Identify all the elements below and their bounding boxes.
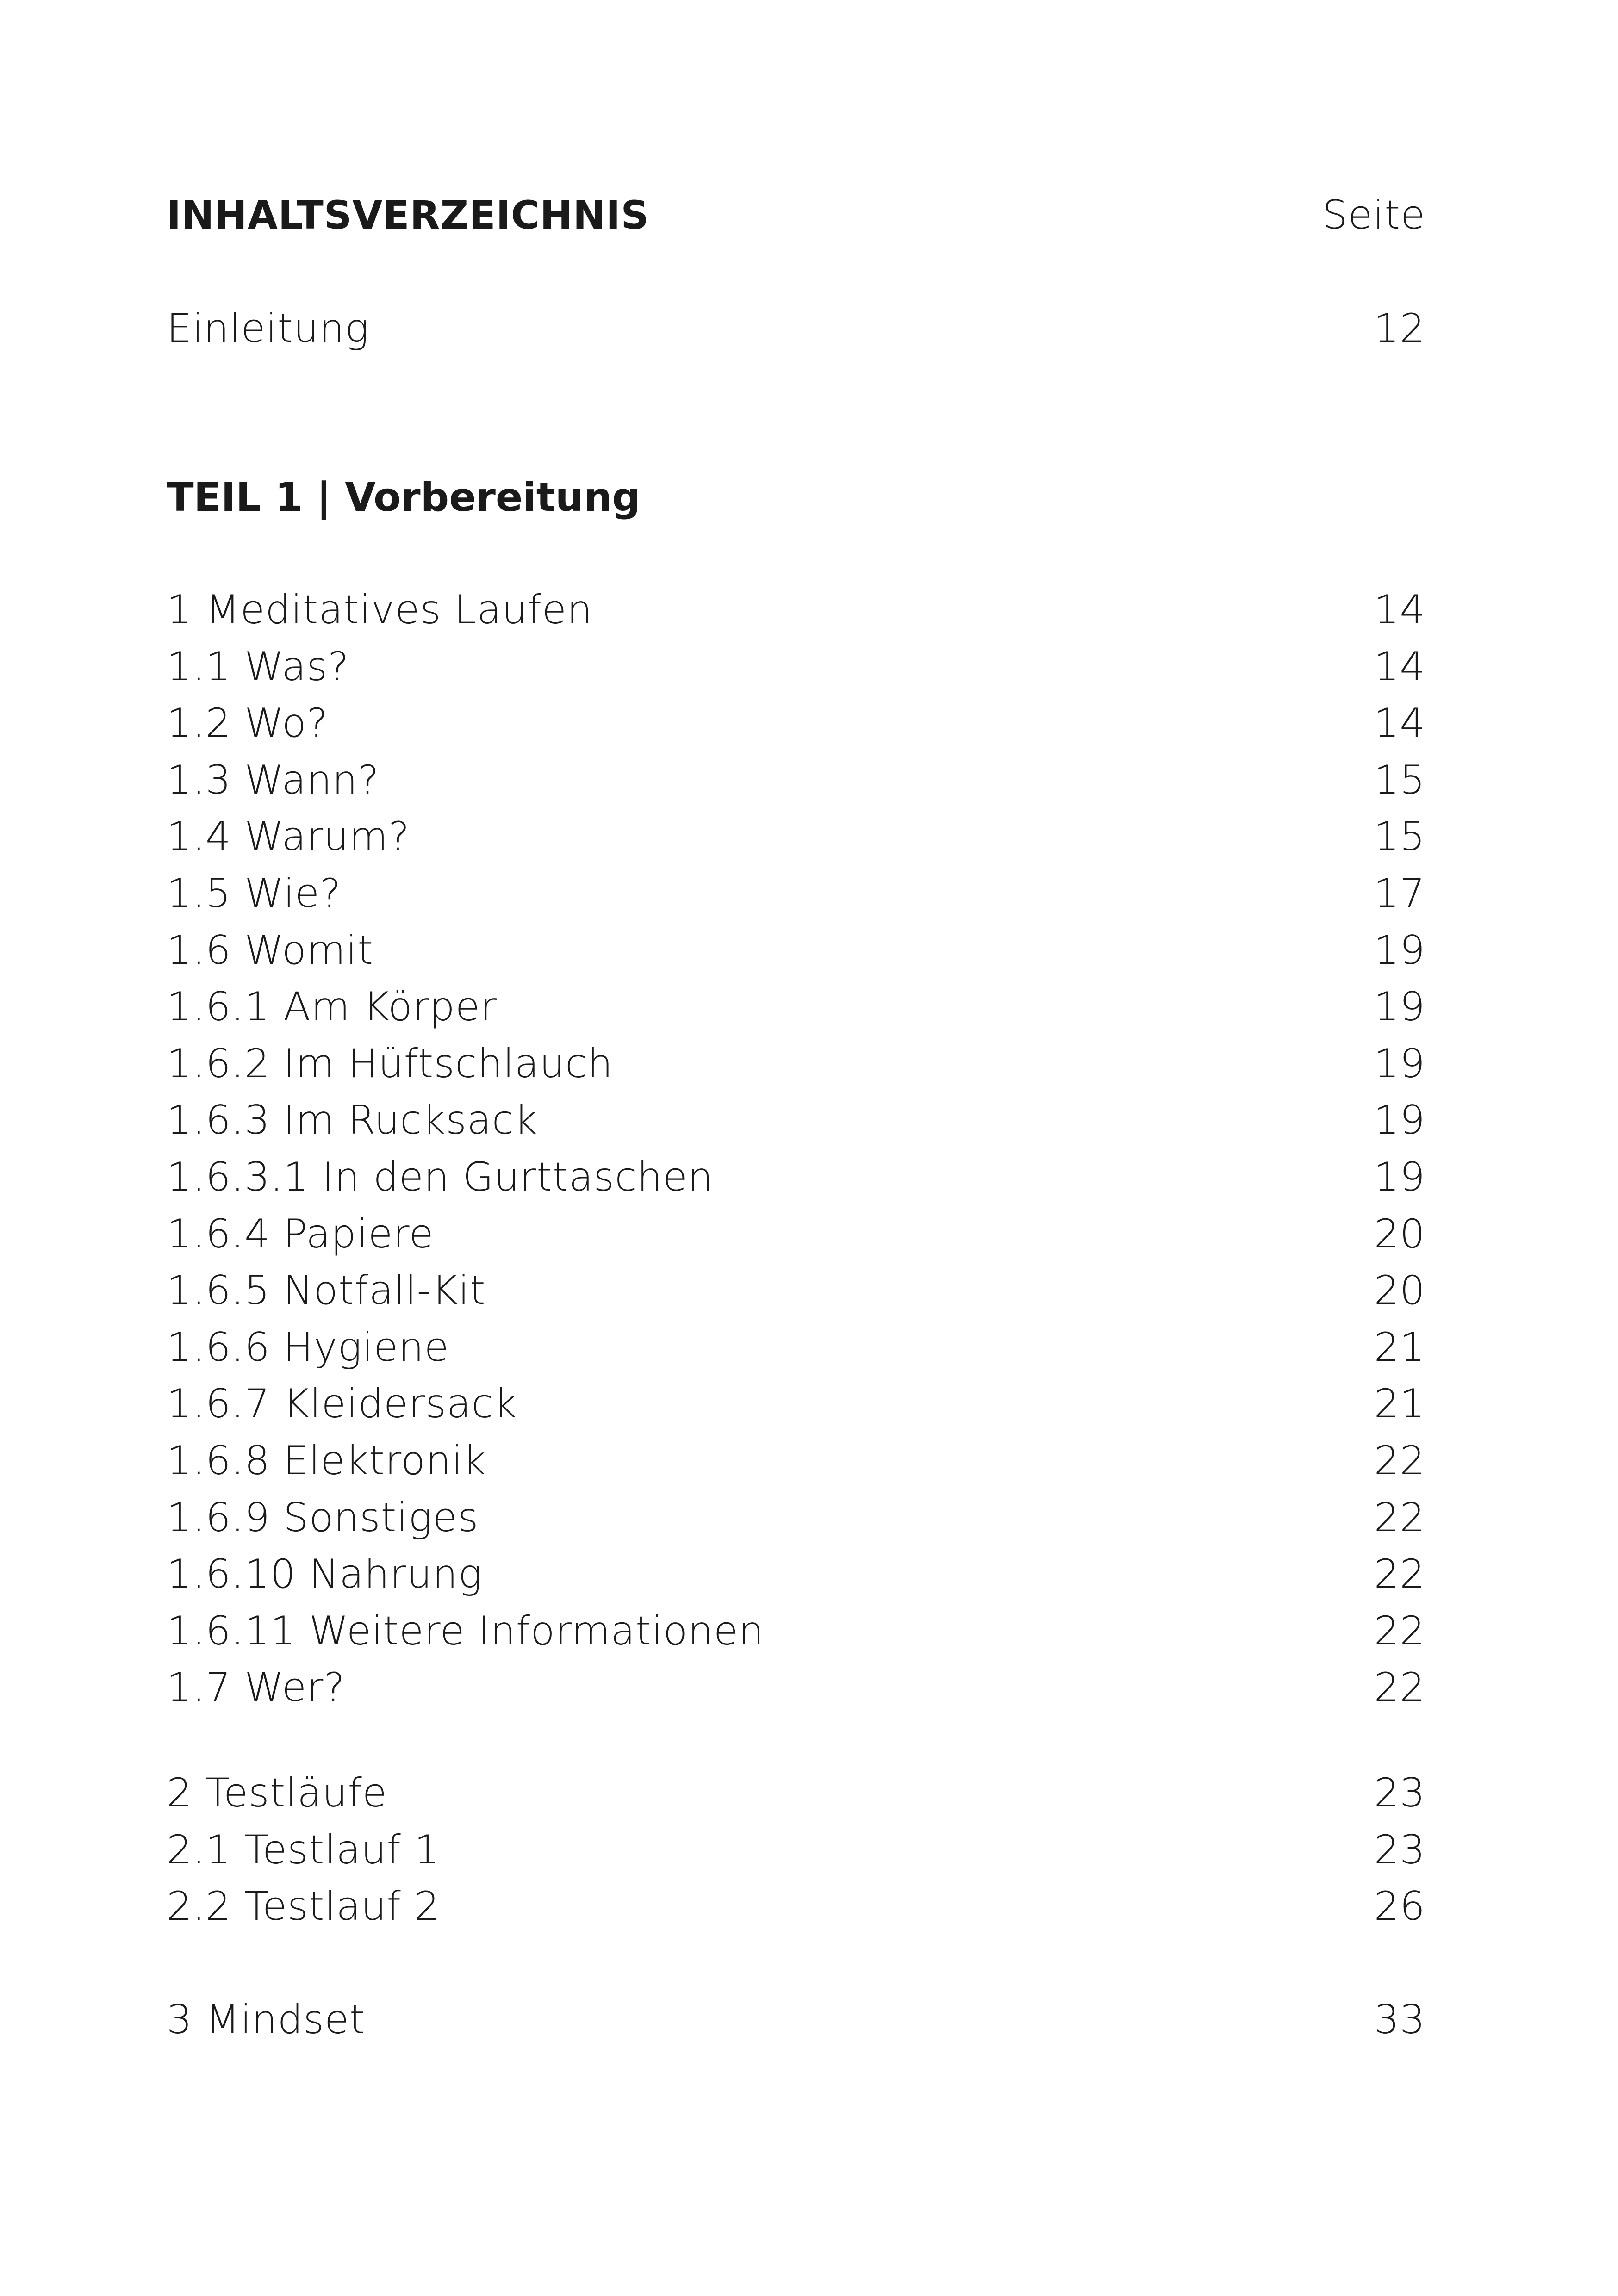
toc-entry-title: 1.6.9 Sonstiges — [167, 1494, 479, 1541]
toc-entry-page: 14 — [1374, 643, 1425, 690]
toc-entry-title: 2.1 Testlauf 1 — [167, 1826, 440, 1873]
toc-entry-page: 22 — [1374, 1607, 1425, 1654]
toc-entry — [167, 1822, 1425, 1878]
toc-entry — [167, 1546, 1425, 1602]
toc-entry-title: 1.7 Wer? — [167, 1664, 346, 1711]
toc-entry-title: 1.6.4 Papiere — [167, 1210, 434, 1257]
toc-entry-page: 26 — [1374, 1883, 1425, 1930]
toc-entry-page: 33 — [1374, 1997, 1425, 2043]
toc-entry — [167, 639, 1425, 695]
toc-entry — [167, 695, 1425, 751]
toc-entry-page: 22 — [1374, 1494, 1425, 1541]
toc-entry-page: 19 — [1374, 984, 1425, 1030]
toc-entry — [167, 866, 1425, 921]
toc-entry-page: 21 — [1374, 1324, 1425, 1371]
toc-entry-page: 12 — [1374, 305, 1425, 352]
toc-entry-page: 22 — [1374, 1664, 1425, 1711]
toc-entry-title: 1.6.3 Im Rucksack — [167, 1097, 538, 1144]
toc-entry-title: 1 Meditatives Laufen — [167, 587, 593, 633]
toc-entry-title: 1.6.8 Elektronik — [167, 1438, 487, 1484]
toc-entry-page: 14 — [1374, 587, 1425, 633]
toc-entry — [167, 1765, 1425, 1821]
toc-entry-title: 1.6.7 Kleidersack — [167, 1381, 517, 1427]
toc-entry — [167, 1603, 1425, 1659]
toc-entry-title: 2 Testläufe — [167, 1770, 387, 1816]
toc-entry-page: 15 — [1374, 813, 1425, 860]
toc-entry — [167, 1092, 1425, 1148]
toc-entry — [167, 1036, 1425, 1092]
toc-entry-page: 22 — [1374, 1438, 1425, 1484]
toc-entry-page: 19 — [1374, 1097, 1425, 1144]
toc-entry-page: 23 — [1374, 1770, 1425, 1816]
toc-entry — [167, 1320, 1425, 1375]
toc-entry-title: Einleitung — [167, 305, 369, 352]
toc-entry-intro — [167, 301, 1425, 356]
toc-entry-title: 1.1 Was? — [167, 643, 349, 690]
toc-entry-page: 17 — [1374, 870, 1425, 917]
toc-entry — [167, 582, 1425, 638]
toc-entry-page: 20 — [1374, 1267, 1425, 1314]
toc-entry-title: 1.6.2 Im Hüftschlauch — [167, 1040, 613, 1087]
toc-entry — [167, 1992, 1425, 2048]
toc-entry-page: 22 — [1374, 1551, 1425, 1598]
toc-entry-page: 21 — [1374, 1381, 1425, 1427]
toc-entry-title: 1.6.5 Notfall-Kit — [167, 1267, 486, 1314]
toc-entry-title: 1.3 Wann? — [167, 757, 380, 803]
toc-entry-page: 20 — [1374, 1210, 1425, 1257]
toc-entry — [167, 1149, 1425, 1205]
toc-entry — [167, 923, 1425, 978]
toc-entry-title: 1.6.11 Weitere Informationen — [167, 1607, 765, 1654]
toc-entry — [167, 1263, 1425, 1318]
toc-entry-title: 1.2 Wo? — [167, 700, 329, 747]
page-column-label: Seite — [1322, 192, 1425, 238]
toc-entry — [167, 1490, 1425, 1545]
toc-page — [167, 0, 1425, 2296]
toc-entry-title: 1.5 Wie? — [167, 870, 342, 917]
toc-entry-title: 1.4 Warum? — [167, 813, 410, 860]
toc-entry-page: 19 — [1374, 1040, 1425, 1087]
toc-entry — [167, 809, 1425, 864]
toc-entry — [167, 1376, 1425, 1432]
toc-entry-page: 14 — [1374, 700, 1425, 747]
part-heading: TEIL 1 | Vorbereitung — [167, 474, 641, 521]
toc-heading: INHALTSVERZEICHNIS — [167, 192, 649, 238]
toc-entry-page: 15 — [1374, 757, 1425, 803]
toc-entry — [167, 1206, 1425, 1262]
toc-entry-title: 1.6.1 Am Körper — [167, 984, 498, 1030]
toc-entry — [167, 979, 1425, 1035]
toc-entry-title: 1.6.3.1 In den Gurttaschen — [167, 1154, 714, 1200]
toc-entry-title: 2.2 Testlauf 2 — [167, 1883, 440, 1930]
toc-entry-page: 23 — [1374, 1826, 1425, 1873]
toc-entry — [167, 1879, 1425, 1934]
toc-entry — [167, 1433, 1425, 1489]
toc-entry-page: 19 — [1374, 1154, 1425, 1200]
toc-entry-title: 1.6.10 Nahrung — [167, 1551, 483, 1598]
toc-header-row — [167, 187, 1425, 243]
toc-entry-title: 1.6.6 Hygiene — [167, 1324, 449, 1371]
toc-entry-title: 1.6 Womit — [167, 927, 374, 974]
toc-entry — [167, 1660, 1425, 1715]
toc-entry — [167, 752, 1425, 808]
toc-entry-title: 3 Mindset — [167, 1997, 366, 2043]
toc-entry-page: 19 — [1374, 927, 1425, 974]
